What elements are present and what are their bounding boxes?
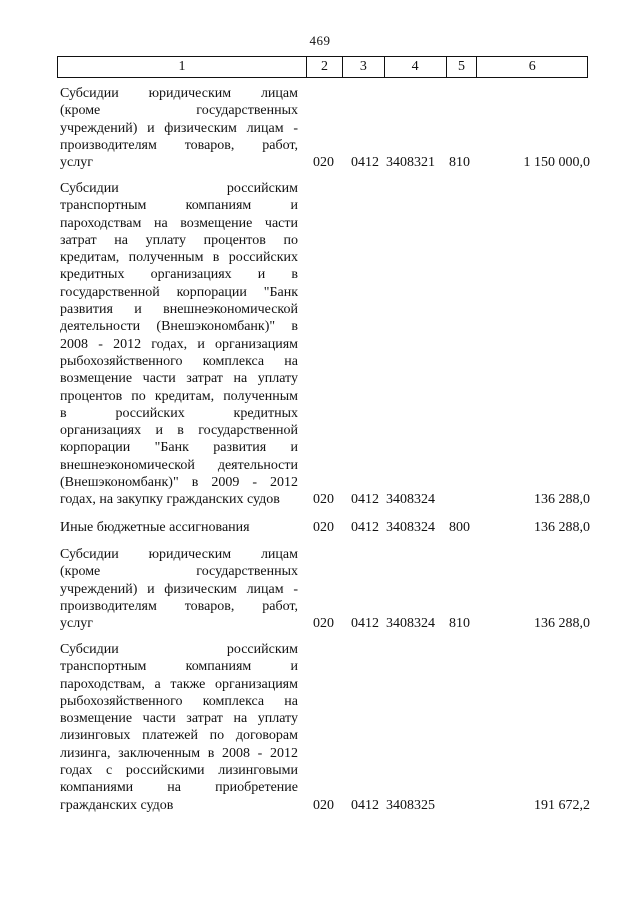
section-code: 0412 [351, 616, 379, 632]
description-line: лизинговых платежей по договорам [60, 728, 298, 744]
section-code: 0412 [351, 492, 379, 508]
description-line: учреждений) и физическим лицам - [60, 581, 298, 597]
description-line: годах, на закупку гражданских судов [60, 492, 280, 508]
page-number: 469 [309, 33, 331, 48]
amount: 191 672,2 [534, 797, 590, 813]
description-line: (кроме государственных [60, 564, 298, 580]
description-line: компаниями на приобретение [60, 780, 298, 796]
section-code: 0412 [351, 520, 379, 535]
header-col-4: 4 [385, 57, 447, 77]
description-line: процентов по кредитам, полученным [60, 388, 298, 404]
target-article-code: 3408321 [386, 155, 435, 171]
description-line: Субсидии юридическим лицам [60, 86, 298, 101]
description-line: в российских кредитных [60, 405, 298, 421]
ministry-code: 020 [313, 616, 334, 632]
description-line: пароходствам на возмещение части [60, 215, 298, 231]
header-col-1: 1 [58, 57, 307, 77]
description-line: лизинга, заключенным в 2008 - 2012 [60, 745, 298, 761]
description-line: Субсидии российским [60, 181, 298, 196]
description-line: производителям товаров, работ, [60, 598, 298, 614]
ministry-code: 020 [313, 155, 334, 171]
ministry-code: 020 [313, 492, 334, 508]
description-line: услуг [60, 155, 93, 171]
target-article-code: 3408324 [386, 492, 435, 508]
target-article-code: 3408324 [386, 616, 435, 632]
expense-type-code: 800 [449, 520, 470, 535]
description-line: развития и внешнеэкономической [60, 302, 298, 318]
description-line: затрат на уплату процентов по [60, 232, 298, 248]
expense-type-code: 810 [449, 616, 470, 632]
description-line: государственной корпорации "Банк [60, 284, 298, 300]
section-code: 0412 [351, 797, 379, 813]
header-col-2: 2 [307, 57, 343, 77]
description-line: транспортным компаниям и [60, 198, 298, 214]
description-line: пароходствам, а также организациям [60, 676, 298, 692]
amount: 136 288,0 [534, 616, 590, 632]
header-col-3: 3 [343, 57, 385, 77]
section-code: 0412 [351, 155, 379, 171]
description-line: рыбохозяйственного комплекса на [60, 353, 298, 369]
expense-type-code: 810 [449, 155, 470, 171]
description-line: внешнеэкономической деятельности [60, 457, 298, 473]
description-line: возмещение части затрат на уплату [60, 371, 298, 387]
ministry-code: 020 [313, 797, 334, 813]
description-line: Иные бюджетные ассигнования [60, 520, 250, 535]
description-line: Субсидии российским [60, 642, 298, 657]
description-line: гражданских судов [60, 797, 174, 813]
description-line: кредитам, полученным в российских [60, 250, 298, 266]
row-description [60, 546, 298, 632]
table-header [57, 56, 588, 78]
description-line: организациях и в государственной [60, 423, 298, 439]
description-line: транспортным компаниям и [60, 659, 298, 675]
target-article-code: 3408324 [386, 520, 435, 535]
row-description [60, 519, 298, 536]
header-col-5: 5 [447, 57, 478, 77]
description-line: рыбохозяйственного комплекса на [60, 693, 298, 709]
description-line: 2008 - 2012 годах, и организациям [60, 336, 298, 352]
description-line: производителям товаров, работ, [60, 137, 298, 153]
description-line: корпорации "Банк развития и [60, 440, 298, 456]
row-description [60, 180, 298, 509]
ministry-code: 020 [313, 520, 334, 535]
description-line: возмещение части затрат на уплату [60, 711, 298, 727]
description-line: кредитных организациях и в [60, 267, 298, 283]
amount: 1 150 000,0 [523, 155, 590, 171]
header-col-6: 6 [528, 59, 536, 74]
row-description [60, 641, 298, 814]
description-line: учреждений) и физическим лицам - [60, 120, 298, 136]
amount: 136 288,0 [534, 492, 590, 508]
description-line: Субсидии юридическим лицам [60, 547, 298, 562]
amount: 136 288,0 [534, 520, 590, 535]
description-line: годах с российскими лизинговыми [60, 763, 298, 779]
row-description [60, 85, 298, 171]
description-line: деятельности (Внешэкономбанк)" в [60, 319, 298, 335]
description-line: (кроме государственных [60, 103, 298, 119]
target-article-code: 3408325 [386, 797, 435, 813]
description-line: (Внешэкономбанк)" в 2009 - 2012 [60, 475, 298, 491]
description-line: услуг [60, 616, 93, 632]
